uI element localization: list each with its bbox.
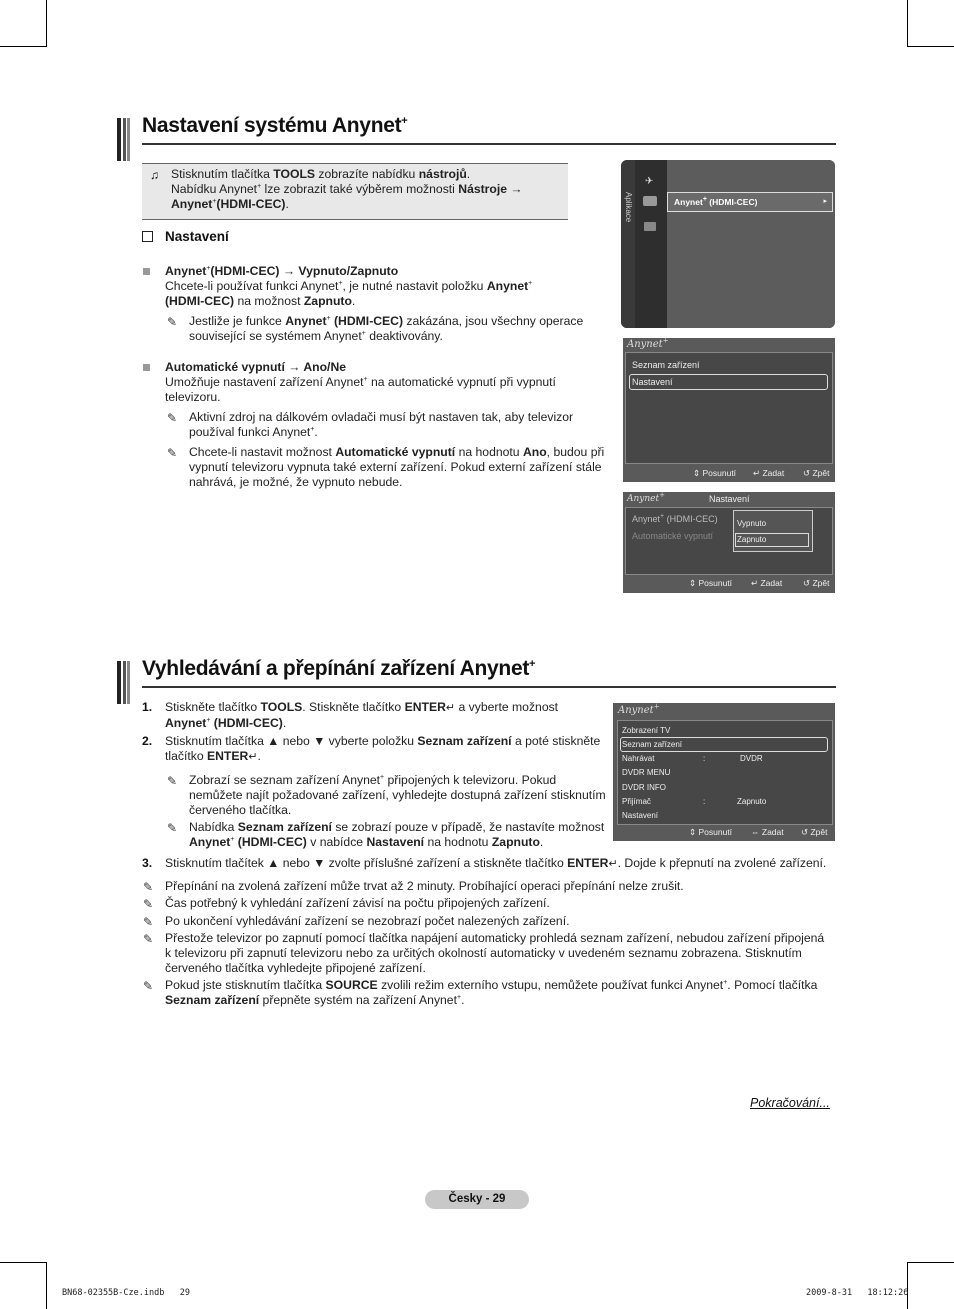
anynet-icon [643,196,657,206]
crop-mark [907,1262,954,1263]
page-number: Česky - 29 [425,1190,529,1209]
note-icon: ✎ [167,315,178,329]
continued-label: Pokračování... [750,1096,830,1110]
note-text: Přepínání na zvolená zařízení může trvat až 2 minuty. Probíhající operaci přepínání nelze zrušit. [165,879,684,893]
option-item[interactable]: Vypnuto [737,519,767,528]
print-info-left: BN68-02355B-Cze.indb 29 [62,1288,190,1298]
tv-screen-anynet-menu [623,338,835,482]
device-row-label[interactable]: Seznam zařízení [622,740,683,749]
note-icon: ✎ [143,915,154,929]
selected-menu-item[interactable]: Anynet+ (HDMI-CEC) ▸ [667,192,833,212]
note-text: Pokud jste stisknutím tlačítka SOURCE zvolili režim externího vstupu, nemůžete používat funkci Anynet+. Pomocí tlačítka Seznam zařízení přepněte systém na zařízení Anynet+. [165,978,818,1007]
menu-header: Nastavení [709,494,750,504]
heading-rule [142,143,836,145]
footer-enter: ⇔ Zadat [751,827,784,837]
note-icon: ✎ [143,979,154,993]
note-text: Zobrazí se seznam zařízení Anynet+ připojených k televizoru. Pokud nemůžete najít požadované zařízení, vyhledejte dostupná zařízení stisknutím červeného tlačítka. [189,773,606,817]
tools-icon: ♫ [150,168,159,182]
item-anynet-hdmi: Anynet+(HDMI-CEC) → Vypnuto/Zapnuto Chcete-li používat funkci Anynet+, je nutné nastavit položku Anynet+ (HDMI-CEC) na možnost Zapnuto. [165,264,533,308]
note-text: Po ukončení vyhledávání zařízení se nezobrazí počet nalezených zařízení. [165,914,570,928]
media-icon [644,222,656,231]
crop-mark [0,46,47,47]
note-text: Aktivní zdroj na dálkovém ovladači musí být nastaven tak, aby televizor používal funkci Anynet+. [189,410,574,439]
device-row-label[interactable]: Přijímač [622,797,651,806]
menu-item[interactable]: Anynet+ (HDMI-CEC) [632,513,718,524]
heading-bar [117,118,130,161]
footer-move: ⇕ Posunutí [689,827,733,837]
step-number: 1. [142,700,153,714]
section-title: Vyhledávání a přepínání zařízení Anynet+ [142,657,536,680]
print-info-right: 2009-8-31 18:12:26 [806,1288,909,1298]
bullet-icon [143,364,150,371]
heading-rule [142,686,836,688]
note-text: Čas potřebný k vyhledání zařízení závisí na počtu připojených zařízení. [165,896,550,910]
device-row-sep: : [703,754,706,763]
subheading: Nastavení [165,229,229,244]
footer-back: ↺ Zpět [803,468,830,478]
anynet-logo: Anynet+ [627,336,669,350]
note-icon: ✎ [143,897,154,911]
checkbox-icon [142,231,153,242]
app-icon: ✈ [645,176,654,187]
item-auto-off: Automatické vypnutí → Ano/Ne Umožňuje nastavení zařízení Anynet+ na automatické vypnutí při vypnutí televizoru. [165,360,556,404]
step-number: 2. [142,734,153,748]
menu-item[interactable]: Automatické vypnutí [632,531,714,541]
crop-mark [907,46,954,47]
device-row-label[interactable]: DVDR MENU [622,768,671,777]
footer-move: ⇕ Posunutí [693,468,737,478]
menu-item[interactable]: Seznam zařízení [632,360,700,370]
note-text: Přestože televizor po zapnutí pomocí tlačítka napájení automaticky prohledá seznam zařízení, nebudou zařízení připojená k televizoru při zapnutí televizoru nebo za určitých okolností automaticky v uvedeném seznamu zobrazena. Stisknutím červeného tlačítka vyhledejte připojené zařízení. [165,931,825,975]
footer-back: ↺ Zpět [801,827,828,837]
tv-screen-application-menu [621,160,835,328]
note-icon: ✎ [167,821,178,835]
step-3-text: Stisknutím tlačítek ▲ nebo ▼ zvolte příslušné zařízení a stiskněte tlačítko ENTER↵. Dojde k přepnutí na zvolené zařízení. [165,856,827,870]
anynet-logo: Anynet+ [618,702,660,716]
device-row-value: Zapnuto [737,797,767,806]
crop-mark [46,1262,47,1309]
option-item[interactable]: Zapnuto [737,535,767,544]
step-1-text: Stiskněte tlačítko TOOLS. Stiskněte tlačítko ENTER↵ a vyberte možnost Anynet+ (HDMI-CEC). [165,700,559,730]
footer-move: ⇕ Posunutí [689,578,733,588]
device-row-label[interactable]: Nahrávat [622,754,655,763]
tools-note-text: Stisknutím tlačítka TOOLS zobrazíte nabídku nástrojů. Nabídku Anynet+ lze zobrazit také výběrem možnosti Nástroje → Anynet+(HDMI-CEC). [171,167,523,211]
step-2-text: Stisknutím tlačítka ▲ nebo ▼ vyberte položku Seznam zařízení a poté stiskněte tlačítko ENTER↵. [165,734,601,763]
note-icon: ✎ [167,411,178,425]
enter-icon: ↵ [248,751,258,763]
enter-icon: ↵ [445,702,456,714]
note-icon: ✎ [167,446,178,460]
device-row-label[interactable]: Nastavení [622,811,659,820]
crop-mark [907,0,908,47]
device-row-label[interactable]: Zobrazení TV [622,726,671,735]
note-text: Chcete-li nastavit možnost Automatické vypnutí na hodnotu Ano, budou při vypnutí televizoru vypnuta také externí zařízení. Pokud externí zařízení stále nahrává, je možné, že vypnuto nebude. [189,445,605,489]
device-row-sep: : [703,797,706,806]
tv-screen-anynet-settings [623,492,835,593]
device-row-label[interactable]: DVDR INFO [622,783,666,792]
tv-screen-device-list [613,703,835,841]
footer-enter: ↵ Zadat [753,468,785,478]
note-icon: ✎ [143,932,154,946]
arrow-right-icon: ▸ [823,198,827,205]
note-icon: ✎ [167,774,178,788]
device-row-value: DVDR [740,754,763,763]
menu-item[interactable]: Nastavení [632,377,673,387]
side-label: Aplikace [624,192,633,223]
section-title: Nastavení systému Anynet+ [142,114,408,137]
step-number: 3. [142,856,153,870]
note-icon: ✎ [143,880,154,894]
footer-back: ↺ Zpět [803,578,830,588]
note-text: Nabídka Seznam zařízení se zobrazí pouze v případě, že nastavíte možnost Anynet+ (HDMI-CEC) v nabídce Nastavení na hodnotu Zapnuto. [189,820,605,849]
crop-mark [46,0,47,47]
heading-bar [117,661,130,704]
enter-icon: ↵ [608,858,618,870]
note-text: Jestliže je funkce Anynet+ (HDMI-CEC) zakázána, jsou všechny operace související se systémem Anynet+ deaktivovány. [189,314,584,343]
anynet-logo: Anynet+ [627,491,665,504]
bullet-icon [143,268,150,275]
crop-mark [907,1262,908,1309]
footer-enter: ↵ Zadat [751,578,783,588]
crop-mark [0,1262,47,1263]
